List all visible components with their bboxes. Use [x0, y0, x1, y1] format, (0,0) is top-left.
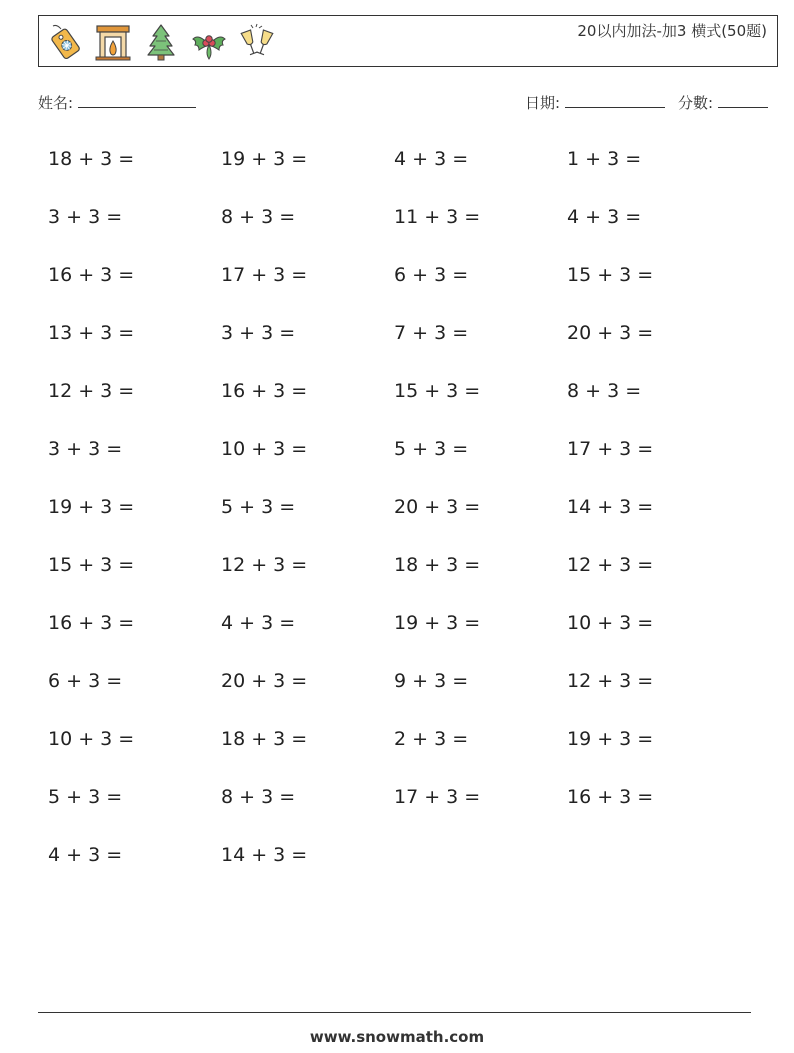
decoration-icons [47, 22, 275, 62]
problem-item: 4 + 3 = [394, 148, 469, 170]
problem-item: 18 + 3 = [394, 554, 481, 576]
problem-item: 10 + 3 = [48, 728, 135, 750]
problem-item: 5 + 3 = [394, 438, 469, 460]
problem-item: 9 + 3 = [394, 670, 469, 692]
name-blank[interactable] [78, 92, 196, 108]
problem-item: 17 + 3 = [394, 786, 481, 808]
christmas-tree-icon [143, 23, 179, 61]
problem-item: 8 + 3 = [221, 206, 296, 228]
problem-item: 14 + 3 = [567, 496, 654, 518]
score-label: 分數: [678, 94, 714, 112]
worksheet-title: 20以内加法-加3 横式(50题) [577, 22, 767, 40]
footer-website: www.snowmath.com [309, 1028, 485, 1046]
problem-item: 3 + 3 = [48, 206, 123, 228]
problem-item: 12 + 3 = [567, 554, 654, 576]
problem-item: 18 + 3 = [48, 148, 135, 170]
problem-item: 13 + 3 = [48, 322, 135, 344]
date-label: 日期: [525, 94, 561, 112]
problem-item: 17 + 3 = [567, 438, 654, 460]
champagne-glasses-icon [239, 23, 275, 61]
problem-item: 18 + 3 = [221, 728, 308, 750]
problem-item: 1 + 3 = [567, 148, 642, 170]
problem-item: 16 + 3 = [48, 264, 135, 286]
problem-item: 20 + 3 = [394, 496, 481, 518]
problem-item: 12 + 3 = [567, 670, 654, 692]
problem-item: 14 + 3 = [221, 844, 308, 866]
problem-item: 10 + 3 = [221, 438, 308, 460]
problem-item: 12 + 3 = [48, 380, 135, 402]
date-blank[interactable] [565, 92, 665, 108]
problem-item: 7 + 3 = [394, 322, 469, 344]
score-blank[interactable] [718, 92, 768, 108]
footer-divider [38, 1012, 751, 1013]
problem-item: 15 + 3 = [48, 554, 135, 576]
problem-item: 3 + 3 = [221, 322, 296, 344]
name-field [38, 92, 196, 113]
problem-item: 4 + 3 = [48, 844, 123, 866]
problem-item: 12 + 3 = [221, 554, 308, 576]
problem-item: 20 + 3 = [221, 670, 308, 692]
gift-tag-icon [47, 23, 83, 61]
worksheet-header [38, 15, 778, 67]
score-field [678, 92, 768, 113]
problem-item: 15 + 3 = [567, 264, 654, 286]
problem-item: 10 + 3 = [567, 612, 654, 634]
problem-item: 17 + 3 = [221, 264, 308, 286]
name-label: 姓名: [38, 94, 74, 112]
problem-item: 20 + 3 = [567, 322, 654, 344]
problem-item: 3 + 3 = [48, 438, 123, 460]
problem-item: 8 + 3 = [567, 380, 642, 402]
problem-item: 19 + 3 = [221, 148, 308, 170]
holly-icon [191, 23, 227, 61]
problem-item: 4 + 3 = [567, 206, 642, 228]
problem-item: 16 + 3 = [48, 612, 135, 634]
problem-item: 6 + 3 = [394, 264, 469, 286]
date-field [525, 92, 665, 113]
problem-item: 8 + 3 = [221, 786, 296, 808]
problem-item: 16 + 3 = [567, 786, 654, 808]
problem-item: 11 + 3 = [394, 206, 481, 228]
problem-item: 16 + 3 = [221, 380, 308, 402]
problem-item: 5 + 3 = [48, 786, 123, 808]
problem-item: 4 + 3 = [221, 612, 296, 634]
problem-item: 19 + 3 = [48, 496, 135, 518]
problem-item: 6 + 3 = [48, 670, 123, 692]
problem-item: 5 + 3 = [221, 496, 296, 518]
problem-item: 2 + 3 = [394, 728, 469, 750]
problem-item: 19 + 3 = [567, 728, 654, 750]
problem-item: 19 + 3 = [394, 612, 481, 634]
fireplace-icon [95, 23, 131, 61]
problem-item: 15 + 3 = [394, 380, 481, 402]
